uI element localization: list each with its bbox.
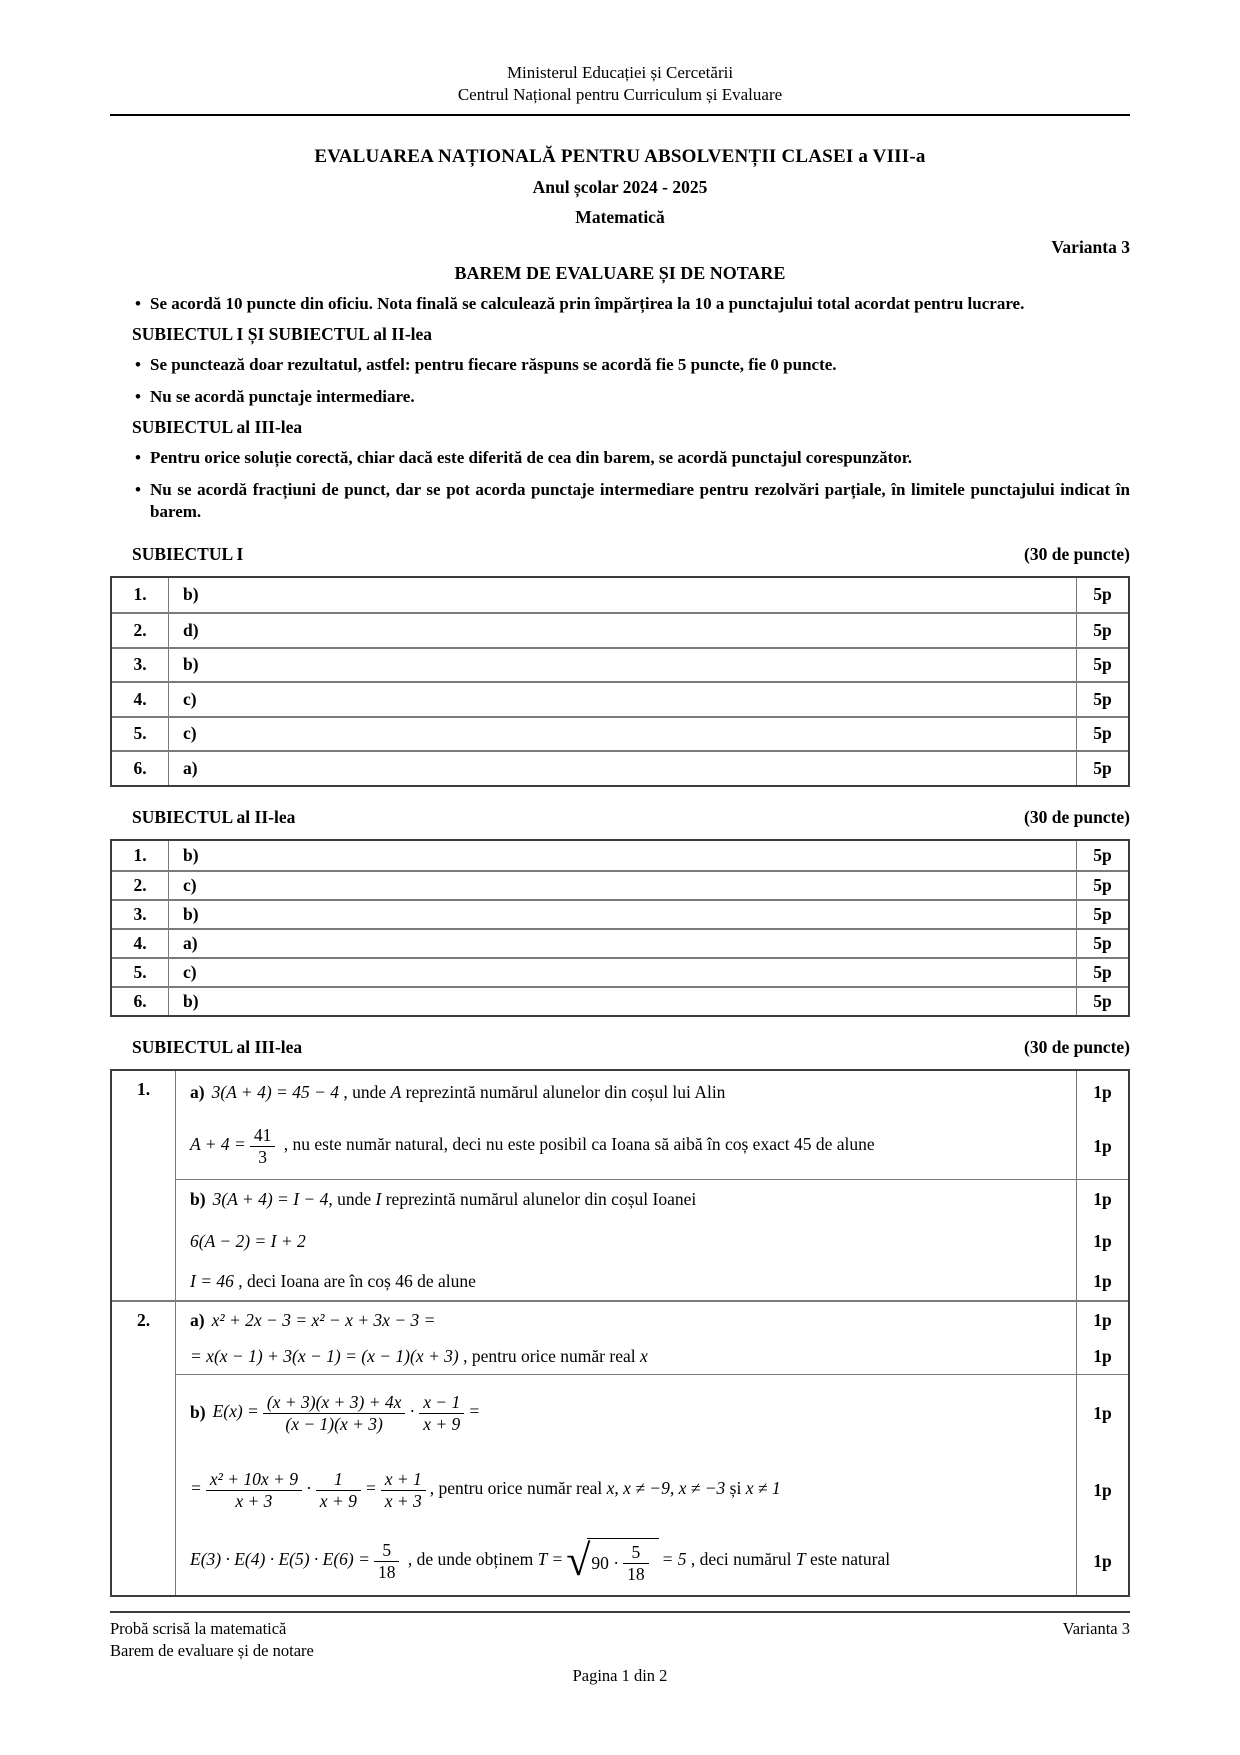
intro-bullet-2: • Se punctează doar rezultatul, astfel: pentru fiecare răspuns se acordă fie 5 puncte, fie 0 puncte.	[110, 354, 1130, 376]
variant-label: Varianta 3	[1051, 236, 1130, 257]
table-row: 1. b) 5p	[112, 578, 1128, 613]
bullet-icon: •	[135, 448, 141, 468]
solution-line: 6(A − 2) = I + 2 1p	[176, 1220, 1128, 1264]
solution-line: E(3) · E(4) · E(5) · E(6) = $\frac{5}{18}$ , de unde obținem T = √ 90 · $\frac{5}{18}$ = 5 , deci numărul T este natural 1p	[176, 1529, 1128, 1595]
intro-section-12: SUBIECTUL I ȘI SUBIECTUL al II-lea	[132, 324, 433, 345]
points-cell: 1p	[1076, 1529, 1128, 1595]
table-row: 6. b) 5p	[112, 986, 1128, 1015]
problem-1	[112, 1071, 1128, 1300]
radical-icon: √	[566, 1536, 591, 1585]
problem-number: 1.	[112, 1071, 176, 1300]
table-row: 5. c) 5p	[112, 716, 1128, 751]
points-cell: 1p	[1076, 1220, 1128, 1264]
section-2-title: SUBIECTUL al II-lea	[132, 806, 296, 827]
solution-line: = x(x − 1) + 3(x − 1) = (x − 1)(x + 3) , pentru orice număr real x 1p	[176, 1340, 1128, 1374]
bullet-icon: •	[135, 386, 141, 406]
problem-1b	[176, 1179, 1128, 1300]
section-1-title: SUBIECTUL I	[132, 543, 244, 564]
section-1-header	[110, 544, 1130, 565]
points-cell: 1p	[1076, 1340, 1128, 1374]
subject-name: Matematică	[575, 206, 665, 227]
section-1-points: (30 de puncte)	[1024, 543, 1130, 564]
header-rule	[110, 114, 1130, 116]
intro-bullet-3: • Nu se acordă punctaje intermediare.	[110, 386, 1130, 408]
points-cell: 1p	[1076, 1071, 1128, 1115]
title-block	[110, 146, 1130, 228]
solution-line: b) E(x) = $\frac{(x + 3)(x + 3) + 4x}{(x - 1)(x + 3)}$ · $\frac{x - 1}{x + 9}$ = 1p	[176, 1375, 1128, 1453]
points-cell: 1p	[1076, 1180, 1128, 1220]
school-year: Anul școlar 2024 - 2025	[532, 176, 708, 197]
problem-2	[112, 1300, 1128, 1595]
barem-title: BAREM DE EVALUARE ȘI DE NOTARE	[454, 262, 786, 283]
sqrt-expression: √ 90 · $\frac{5}{18}$	[566, 1538, 658, 1584]
table-row: 6. a) 5p	[112, 750, 1128, 785]
section-2-points: (30 de puncte)	[1024, 806, 1130, 827]
table-row: 1. b) 5p	[112, 841, 1128, 870]
table-row: 5. c) 5p	[112, 957, 1128, 986]
table-row: 2. c) 5p	[112, 870, 1128, 899]
problem-1a	[176, 1071, 1128, 1179]
table-row: 4. c) 5p	[112, 681, 1128, 716]
footer-exam-type: Probă scrisă la matematică	[110, 1618, 287, 1638]
section-3-title: SUBIECTUL al III-lea	[132, 1036, 303, 1057]
ministry-line: Ministerul Educației și Cercetării	[506, 63, 734, 82]
points-cell: 1p	[1076, 1375, 1128, 1453]
exam-title: EVALUAREA NAȚIONALĂ PENTRU ABSOLVENȚII CLASEI a VIII-a	[314, 145, 926, 167]
bullet-icon: •	[135, 479, 141, 499]
problem-number: 2.	[112, 1302, 176, 1595]
intro-bullet-1: • Se acordă 10 puncte din oficiu. Nota finală se calculează prin împărțirea la 10 a punctajului total acordat pentru lucrare.	[110, 293, 1130, 315]
table-row: 3. b) 5p	[112, 899, 1128, 928]
intro-bullet-5: • Nu se acordă fracțiuni de punct, dar se pot acorda punctaje intermediare pentru rezolvări parțiale, în limitele punctajului indicat în barem.	[110, 479, 1130, 524]
solution-line: a) 3(A + 4) = 45 − 4 , unde A reprezintă numărul alunelor din coșul lui Alin 1p	[176, 1071, 1128, 1115]
intro-bullet-4: • Pentru orice soluție corectă, chiar dacă este diferită de cea din barem, se acordă punctajul corespunzător.	[110, 447, 1130, 469]
ministry-header	[110, 62, 1130, 107]
problem-2a	[176, 1302, 1128, 1374]
footer-variant: Varianta 3	[1062, 1618, 1130, 1638]
footer-doc-type: Barem de evaluare și de notare	[110, 1640, 314, 1660]
points-cell: 1p	[1076, 1115, 1128, 1179]
bullet-icon: •	[135, 293, 141, 313]
section-1-table	[110, 576, 1130, 787]
section-3-points: (30 de puncte)	[1024, 1036, 1130, 1057]
solution-line: a) x² + 2x − 3 = x² − x + 3x − 3 = 1p	[176, 1302, 1128, 1340]
table-row: 4. a) 5p	[112, 928, 1128, 957]
section-3-header	[110, 1037, 1130, 1058]
solution-line: I = 46 , deci Ioana are în coș 46 de alune 1p	[176, 1264, 1128, 1300]
problem-2b	[176, 1374, 1128, 1595]
points-cell: 1p	[1076, 1264, 1128, 1300]
section-2-table	[110, 839, 1130, 1017]
table-row: 3. b) 5p	[112, 647, 1128, 682]
bullet-icon: •	[135, 355, 141, 375]
section-2-header	[110, 807, 1130, 828]
table-row: 2. d) 5p	[112, 612, 1128, 647]
intro-section-3: SUBIECTUL al III-lea	[132, 417, 303, 438]
points-cell: 1p	[1076, 1453, 1128, 1529]
points-cell: 1p	[1076, 1302, 1128, 1340]
section-3-table	[110, 1069, 1130, 1597]
solution-line: A + 4 = $\frac{41}{3}$ , nu este număr natural, deci nu este posibil ca Ioana să aibă în coș exact 45 de alune 1p	[176, 1115, 1128, 1179]
footer	[110, 1618, 1130, 1663]
page-number: Pagina 1 din 2	[572, 1666, 668, 1686]
footer-rule	[110, 1611, 1130, 1613]
solution-line: b) 3(A + 4) = I − 4, unde I reprezintă numărul alunelor din coșul Ioanei 1p	[176, 1180, 1128, 1220]
center-line: Centrul Național pentru Curriculum și Evaluare	[457, 85, 783, 105]
solution-line: = $\frac{\text{x² + 10x + 9}}{x + 3}$ · $\frac{1}{x + 9}$ = $\frac{x + 1}{x + 3}$ , pentru orice număr real x, x ≠ −9, x ≠ −3 și x ≠ 1 1p	[176, 1453, 1128, 1529]
